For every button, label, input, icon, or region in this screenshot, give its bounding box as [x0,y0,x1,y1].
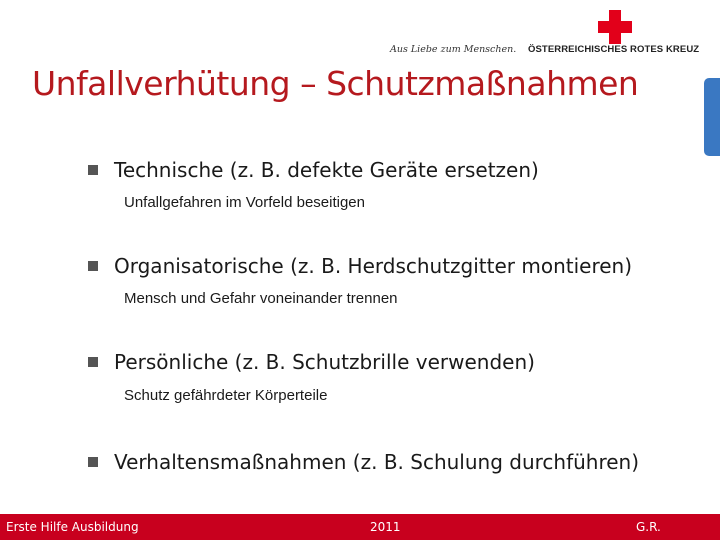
bullet-item-behavioral [88,450,639,474]
bullet-label: Verhaltensmaßnahmen (z. B. Schulung durchführen) [114,450,640,474]
slogan: Aus Liebe zum Menschen. [390,44,517,55]
footer-author: G.R. [636,520,661,534]
side-tab [704,78,720,156]
bullet-square-icon [88,165,98,175]
sub-item: Schutz gefährdeter Körperteile [124,387,328,404]
bullet-item-personal [88,350,535,374]
bullet-label: Persönliche (z. B. Schutzbrille verwenden) [114,350,535,374]
sub-item: Mensch und Gefahr voneinander trennen [124,290,398,307]
organization-name: ÖSTERREICHISCHES ROTES KREUZ [528,44,700,55]
bullet-item-organizational [88,254,632,278]
footer-bar [0,514,720,540]
bullet-square-icon [88,261,98,271]
slide-title: Unfallverhütung – Schutzmaßnahmen [32,64,639,103]
footer-course: Erste Hilfe Ausbildung [6,520,139,534]
footer-year: 2011 [370,520,401,534]
bullet-item-technical [88,158,539,182]
bullet-square-icon [88,357,98,367]
bullet-label: Technische (z. B. defekte Geräte ersetzen) [114,158,539,182]
red-cross-logo-icon [598,10,632,44]
bullet-square-icon [88,457,98,467]
bullet-label: Organisatorische (z. B. Herdschutzgitter montieren) [114,254,633,278]
sub-item: Unfallgefahren im Vorfeld beseitigen [124,194,365,211]
